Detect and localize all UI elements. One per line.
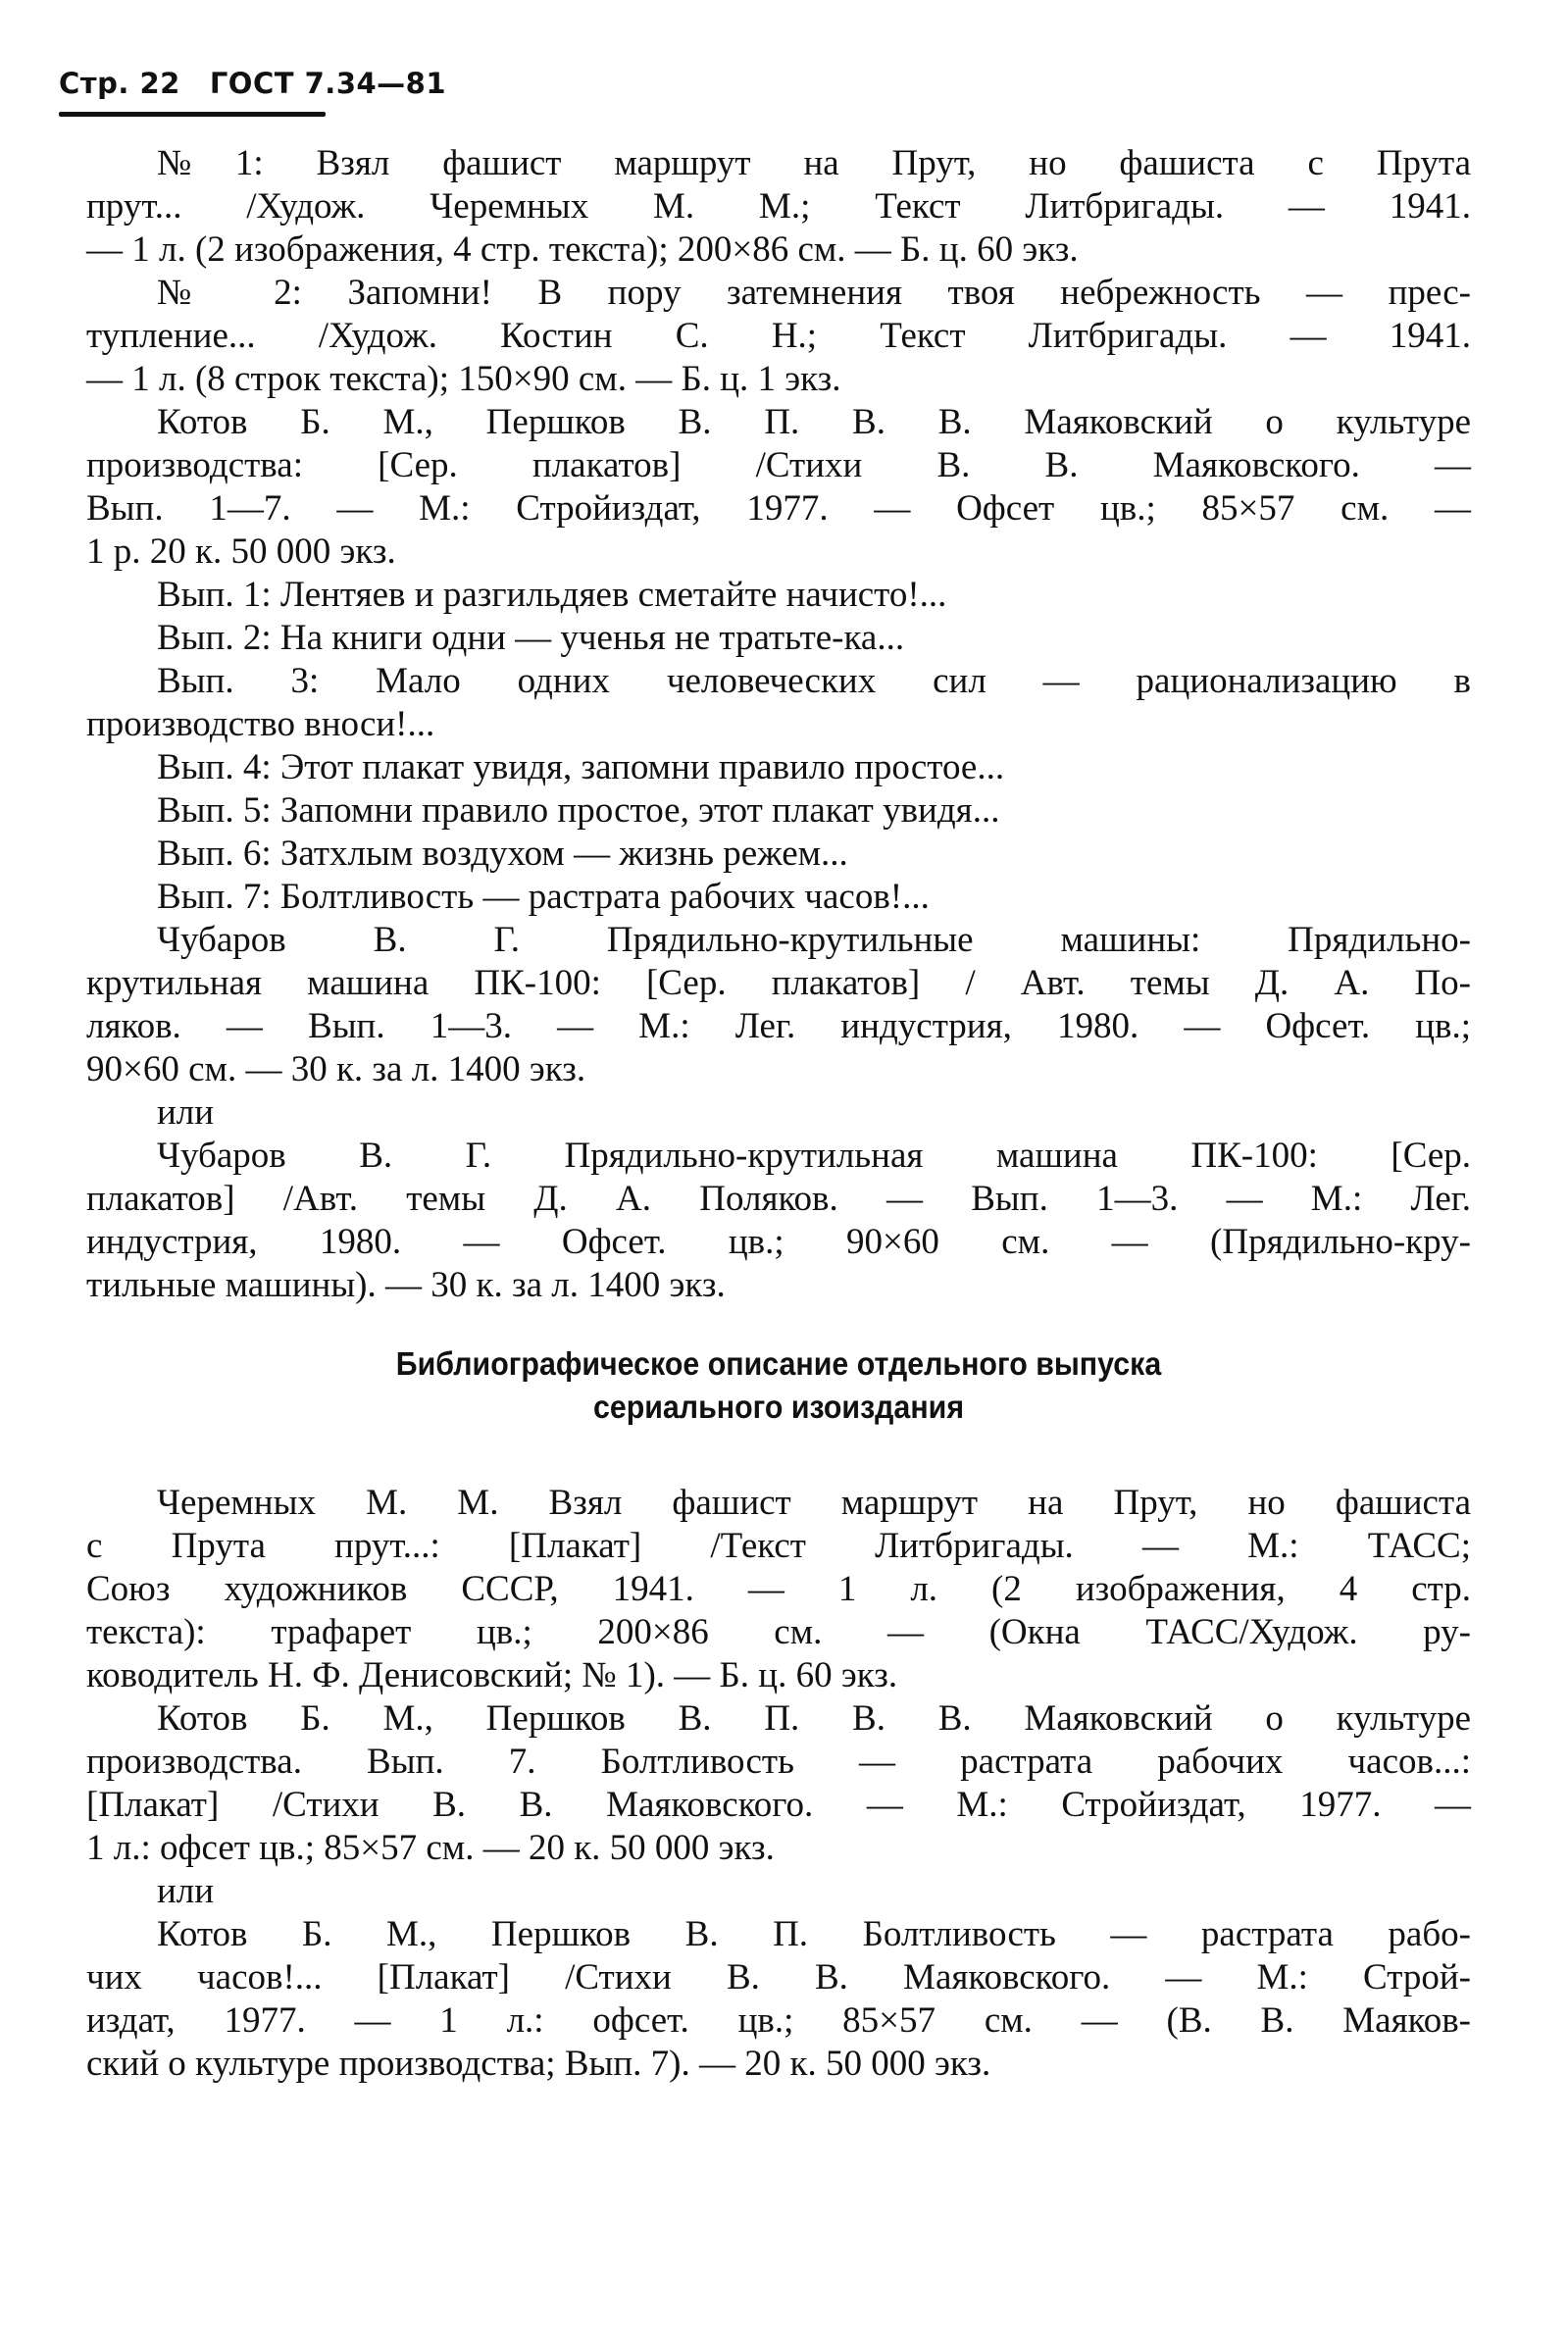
text-line: плакатов] /Авт. темы Д. А. Поляков. — Вып. 1—3. — М.: Лег. bbox=[86, 1179, 1471, 1219]
text-line: тильные машины). — 30 к. за л. 1400 экз. bbox=[86, 1265, 726, 1305]
or-label: или bbox=[157, 1871, 215, 1911]
text-line: Вып. 1—7. — М.: Стройиздат, 1977. — Офсет цв.; 85×57 см. — bbox=[86, 488, 1471, 529]
text-line: чих часов!... [Плакат] /Стихи В. В. Маяковского. — М.: Строй- bbox=[86, 1957, 1471, 1997]
text-line: ководитель Н. Ф. Денисовский; № 1). — Б. ц. 60 экз. bbox=[86, 1655, 898, 1695]
text-line: текста): трафарет цв.; 200×86 см. — (Окна ТАСС/Худож. ру- bbox=[86, 1612, 1471, 1652]
issue-item: Вып. 7: Болтливость — растрата рабочих часов!... bbox=[157, 877, 930, 917]
text-line: Котов Б. М., Першков В. П. В. В. Маяковский о культуре bbox=[157, 402, 1471, 442]
text-line: Черемных М. М. Взял фашист маршрут на Прут, но фашиста bbox=[157, 1483, 1471, 1523]
issue-item: Вып. 6: Затхлым воздухом — жизнь режем... bbox=[157, 834, 848, 874]
text-line: крутильная машина ПК-100: [Сер. плакатов] / Авт. темы Д. А. По- bbox=[86, 963, 1471, 1003]
text-line: прут... /Худож. Черемных М. М.; Текст Литбригады. — 1941. bbox=[86, 186, 1471, 227]
entry-chubarov-alt bbox=[86, 1135, 1471, 1307]
or-label: или bbox=[157, 1092, 215, 1133]
text-line: ляков. — Вып. 1—3. — М.: Лег. индустрия, 1980. — Офсет. цв.; bbox=[86, 1006, 1471, 1046]
issue-item: Вып. 2: На книги одни — ученья не тратьте-ка... bbox=[157, 618, 905, 658]
text-line: ский о культуре производства; Вып. 7). — 20 к. 50 000 экз. bbox=[86, 2044, 991, 2084]
text-line: 1 р. 20 к. 50 000 экз. bbox=[86, 531, 396, 572]
entry-cheremnykh bbox=[86, 1482, 1471, 1697]
issue-item: Вып. 4: Этот плакат увидя, запомни правило простое... bbox=[157, 747, 1005, 787]
text-line: Котов Б. М., Першков В. П. Болтливость — растрата рабо- bbox=[157, 1914, 1471, 1954]
text-line: — 1 л. (8 строк текста); 150×90 см. — Б. ц. 1 экз. bbox=[86, 359, 841, 399]
entry-kotov-issue-7 bbox=[86, 1697, 1471, 1870]
issue-item-continuation: производство вноси!... bbox=[86, 704, 435, 744]
text-line: Котов Б. М., Першков В. П. В. В. Маяковский о культуре bbox=[157, 1698, 1471, 1739]
entry-poster-2 bbox=[86, 272, 1471, 401]
entry-kotov-alt bbox=[86, 1913, 1471, 2086]
text-line: индустрия, 1980. — Офсет. цв.; 90×60 см. — (Прядильно-кру- bbox=[86, 1222, 1471, 1262]
text-line: производства: [Сер. плакатов] /Стихи В. В. Маяковского. — bbox=[86, 445, 1471, 485]
issue-item: Вып. 3: Мало одних человеческих сил — рационализацию в bbox=[157, 661, 1471, 701]
text-line: [Плакат] /Стихи В. В. Маяковского. — М.: Стройиздат, 1977. — bbox=[86, 1785, 1471, 1825]
header-rule bbox=[59, 112, 326, 117]
text-line: 1 л.: офсет цв.; 85×57 см. — 20 к. 50 000 экз. bbox=[86, 1828, 775, 1868]
text-line: Союз художников СССР, 1941. — 1 л. (2 изображения, 4 стр. bbox=[86, 1569, 1471, 1609]
text-line: Чубаров В. Г. Прядильно-крутильная машина ПК-100: [Сер. bbox=[157, 1136, 1471, 1176]
heading-line: Библиографическое описание отдельного выпуска bbox=[395, 1345, 1162, 1382]
text-line: №1: Взял фашист маршрут на Прут, но фашиста с Прута bbox=[157, 143, 1471, 183]
text-line: производства. Вып. 7. Болтливость — растрата рабочих часов...: bbox=[86, 1742, 1471, 1782]
text-line: тупление... /Худож. Костин С. Н.; Текст Литбригады. — 1941. bbox=[86, 316, 1471, 356]
text-line: 90×60 см. — 30 к. за л. 1400 экз. bbox=[86, 1049, 586, 1089]
entry-kotov-series bbox=[86, 401, 1471, 574]
text-line: с Прута прут...: [Плакат] /Текст Литбригады. — М.: ТАСС; bbox=[86, 1526, 1471, 1566]
text-line: — 1 л. (2 изображения, 4 стр. текста); 200×86 см. — Б. ц. 60 экз. bbox=[86, 229, 1079, 270]
issue-item: Вып. 5: Запомни правило простое, этот плакат увидя... bbox=[157, 790, 1000, 831]
page-body bbox=[86, 142, 1471, 2086]
standard-id: ГОСТ 7.34—81 bbox=[209, 67, 447, 100]
page-number: Стр. 22 bbox=[59, 67, 180, 100]
heading-line: сериального изоиздания bbox=[592, 1389, 965, 1425]
issue-list bbox=[86, 574, 1471, 919]
section-heading bbox=[86, 1342, 1471, 1429]
text-line: Чубаров В. Г. Прядильно-крутильные машины: Прядильно- bbox=[157, 920, 1471, 960]
text-line: издат, 1977. — 1 л.: офсет. цв.; 85×57 см. — (В. В. Маяков- bbox=[86, 2000, 1471, 2041]
entry-chubarov bbox=[86, 919, 1471, 1091]
running-header bbox=[59, 67, 476, 100]
entry-poster-1 bbox=[86, 142, 1471, 272]
issue-item: Вып. 1: Лентяев и разгильдяев сметайте начисто!... bbox=[157, 575, 947, 615]
text-line: № 2: Запомни! В пору затемнения твоя небрежность — прес- bbox=[157, 273, 1471, 313]
